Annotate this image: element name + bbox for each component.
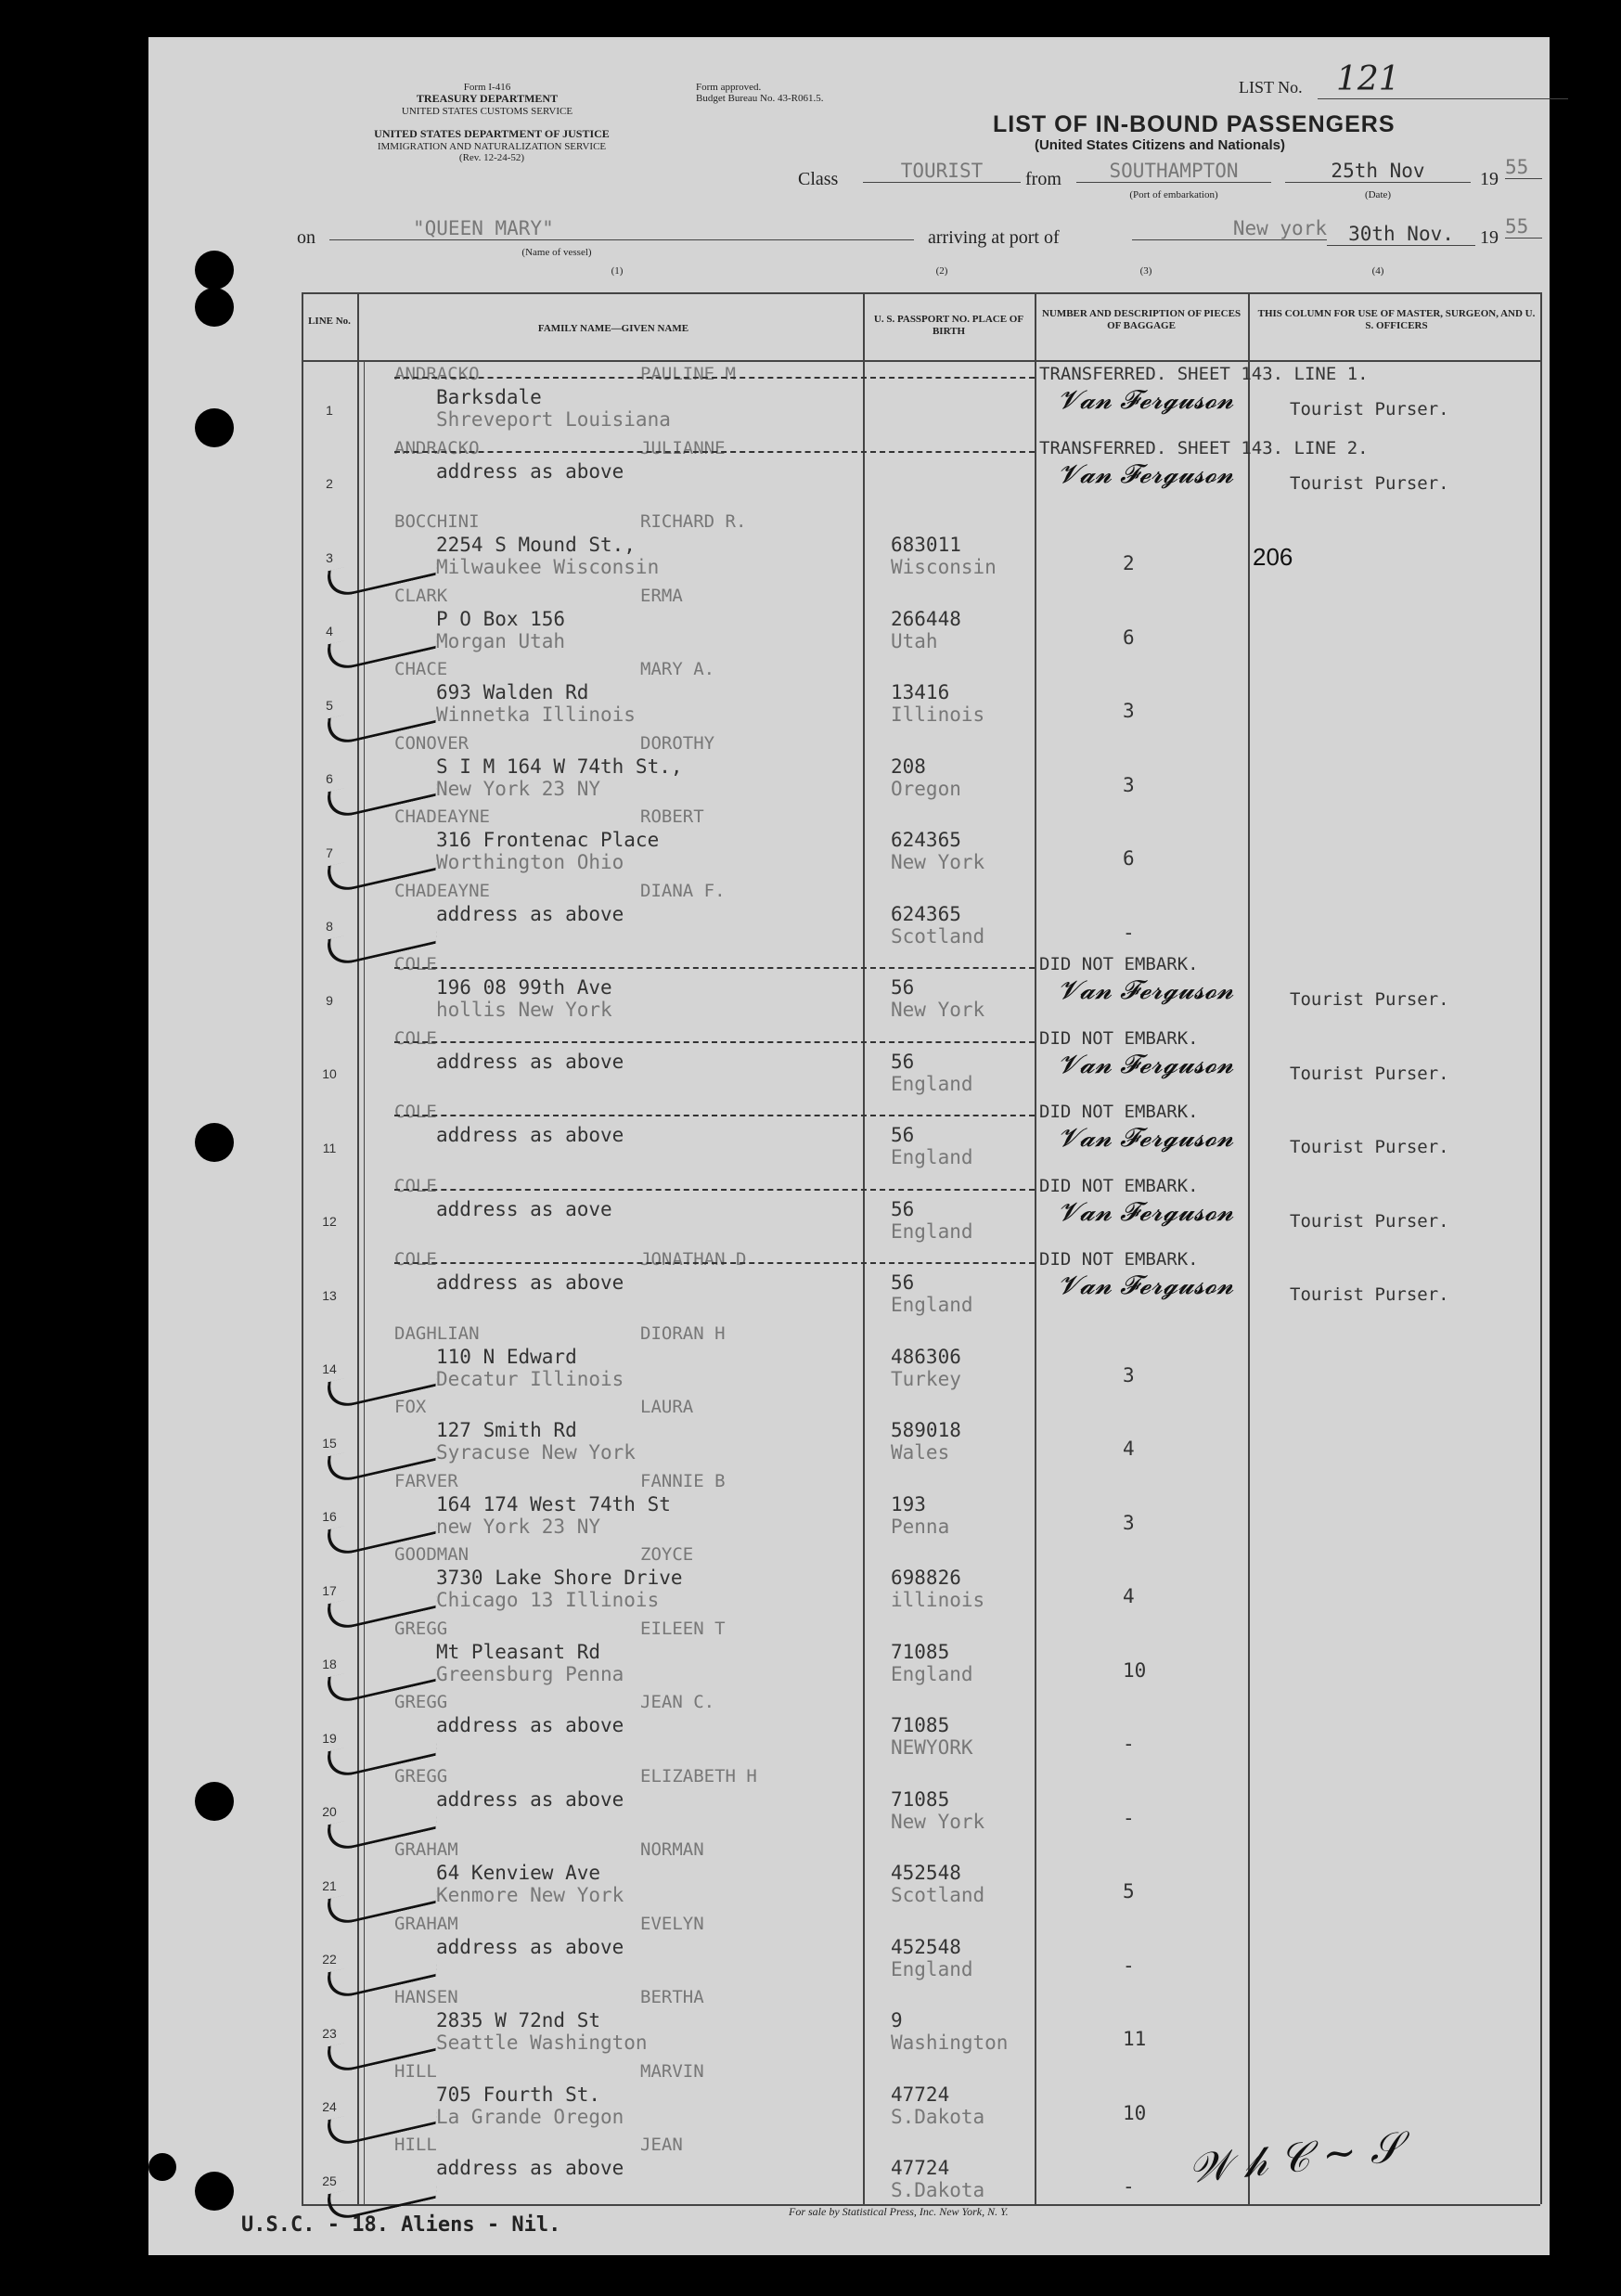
officer-note: TRANSFERRED. SHEET 143. LINE 1. (1039, 364, 1369, 384)
given-name: DIORAN H (640, 1322, 726, 1344)
place-of-birth: illinois (891, 1589, 985, 1611)
passport-number: 452548 (891, 1935, 961, 1958)
given-name: MARVIN (640, 2060, 704, 2082)
line-number: 23 (322, 2025, 337, 2041)
address-line-1: address as above (436, 1124, 624, 1146)
col-num-4: (4) (1371, 265, 1384, 277)
passport-number: 47724 (891, 2157, 950, 2179)
col-num-1: (1) (611, 265, 624, 277)
table-row (148, 1544, 1550, 1619)
table-row (148, 733, 1550, 807)
place-of-birth: New York (891, 851, 985, 873)
place-of-birth: England (891, 1662, 973, 1685)
given-name: ERMA (640, 585, 683, 606)
family-name: ANDRACKO (394, 364, 480, 384)
baggage-count: 3 (1123, 1363, 1135, 1387)
punch-hole (195, 251, 234, 290)
baggage-count: 10 (1123, 1658, 1147, 1682)
family-name: DAGHLIAN (394, 1322, 480, 1344)
year-value: 55 (1505, 156, 1542, 179)
purser-signature: 𝓥𝓪𝓷 𝓕𝓮𝓻𝓰𝓾𝓼𝓸𝓷 (1058, 974, 1234, 1005)
address-line-2: Seattle Washington (436, 2032, 648, 2054)
address-line-1: Barksdale (436, 386, 542, 408)
table-row (148, 1397, 1550, 1471)
baggage-count: 5 (1123, 1880, 1135, 1903)
passport-number: 589018 (891, 1419, 961, 1441)
passport-number: 683011 (891, 534, 961, 556)
place-of-birth: England (891, 1072, 973, 1095)
table-row (148, 954, 1550, 1028)
officer-signature: 𝒲 𝒽 𝒞 ~ 𝒮 (1185, 2123, 1404, 2193)
header-bottom-rule (302, 360, 1540, 362)
line-number: 20 (322, 1804, 337, 1819)
arrival-year-prefix: 19 (1480, 227, 1499, 248)
place-of-birth: Scotland (891, 924, 985, 948)
address-line-2: hollis New York (436, 999, 612, 1021)
address-line-1: address as above (436, 902, 624, 925)
place-of-birth: Illinois (891, 703, 985, 726)
place-of-birth: Wisconsin (891, 556, 997, 578)
family-name: COLE (394, 1175, 437, 1196)
baggage-count: 4 (1123, 1438, 1135, 1460)
place-of-birth: Utah (891, 629, 938, 652)
place-of-birth: Scotland (891, 1884, 985, 1906)
family-name: HILL (394, 2135, 437, 2155)
table-row (148, 438, 1550, 512)
list-no-label: LIST No. (1239, 78, 1303, 97)
budget-label: Budget Bureau No. 43-R061.5. (696, 93, 824, 104)
address-line-1: 196 08 99th Ave (436, 976, 612, 999)
address-line-2: Milwaukee Wisconsin (436, 556, 660, 578)
table-row (148, 1839, 1550, 1914)
approved-label: Form approved. (696, 82, 762, 93)
vessel-name: "QUEEN MARY" (329, 217, 914, 240)
address-line-1: 110 N Edward (436, 1345, 577, 1368)
address-line-1: address as above (436, 1271, 624, 1294)
given-name: MARY A. (640, 659, 715, 679)
table-row (148, 1987, 1550, 2061)
purser-signature: 𝓥𝓪𝓷 𝓕𝓮𝓻𝓰𝓾𝓼𝓸𝓷 (1058, 1195, 1234, 1227)
line-number: 19 (322, 1730, 337, 1746)
family-name: HANSEN (394, 1987, 458, 2007)
table-row (148, 1249, 1550, 1323)
passport-number: 71085 (891, 1640, 950, 1663)
address-line-1: 2835 W 72nd St (436, 2009, 601, 2032)
given-name: JEAN C. (640, 1692, 715, 1712)
passport-number: 56 (891, 1197, 915, 1220)
strike-dash-line (394, 377, 1035, 379)
table-row (148, 1692, 1550, 1766)
given-name: ROBERT (640, 806, 704, 827)
address-line-1: address as above (436, 459, 624, 483)
header-passport: U. S. PASSPORT NO. PLACE OF BIRTH (873, 314, 1024, 337)
from-label: from (1025, 169, 1061, 189)
line-number: 4 (326, 624, 333, 638)
place-of-birth: Wales (891, 1441, 950, 1464)
address-line-2: new York 23 NY (436, 1515, 601, 1538)
form-id: Form I-416 (463, 82, 511, 93)
given-name: PAULINE M (640, 364, 736, 384)
address-line-1: address as above (436, 1935, 624, 1958)
punch-hole (195, 288, 234, 327)
table-row (148, 1176, 1550, 1250)
table-row (148, 659, 1550, 733)
address-line-2: Greensburg Penna (436, 1662, 624, 1685)
class-label: Class (798, 169, 839, 189)
given-name: ELIZABETH H (640, 1765, 757, 1786)
place-of-birth: S.Dakota (891, 2105, 985, 2128)
address-line-1: P O Box 156 (436, 607, 566, 630)
family-name: HILL (394, 2060, 437, 2082)
line-number: 14 (322, 1361, 337, 1376)
place-of-birth: New York (891, 999, 985, 1021)
family-name: GREGG (394, 1765, 448, 1786)
family-name: GRAHAM (394, 1839, 458, 1860)
officer-note: TRANSFERRED. SHEET 143. LINE 2. (1039, 437, 1369, 458)
address-line-1: address as above (436, 2157, 624, 2179)
officer-note-2: Tourist Purser. (1290, 989, 1449, 1010)
col-num-2: (2) (935, 265, 948, 277)
given-name: DOROTHY (640, 732, 715, 754)
place-of-birth: England (891, 1219, 973, 1243)
line-number: 6 (326, 771, 333, 786)
passport-number: 56 (891, 1050, 915, 1073)
from-value: SOUTHAMPTON (1076, 160, 1271, 183)
address-line-1: 2254 S Mound St., (436, 534, 636, 556)
line-number: 18 (322, 1657, 337, 1671)
table-row (148, 511, 1550, 586)
officer-note-2: Tourist Purser. (1290, 1063, 1449, 1084)
baggage-count: - (1123, 921, 1135, 944)
family-name: FOX (394, 1397, 427, 1417)
passport-number: 193 (891, 1492, 926, 1516)
officer-note-2: Tourist Purser. (1290, 399, 1449, 419)
address-line-1: address as above (436, 1787, 624, 1811)
family-name: COLE (394, 1027, 437, 1049)
line-number: 15 (322, 1435, 337, 1451)
line-number: 9 (326, 992, 333, 1008)
line-number: 11 (322, 1140, 337, 1155)
header-line-no: LINE No. (308, 316, 351, 327)
baggage-count: 6 (1123, 847, 1135, 870)
justice-label: UNITED STATES DEPARTMENT OF JUSTICE (374, 127, 610, 140)
passport-number: 47724 (891, 2083, 950, 2106)
address-line-2: Kenmore New York (436, 1884, 624, 1906)
family-name: CHADEAYNE (394, 880, 490, 901)
address-line-2: Shreveport Louisiana (436, 408, 671, 431)
officer-note: DID NOT EMBARK. (1039, 1027, 1199, 1049)
given-name: DIANA F. (640, 880, 726, 901)
address-line-2: Chicago 13 Illinois (436, 1589, 660, 1611)
revision-label: (Rev. 12-24-52) (458, 152, 525, 163)
family-name: COLE (394, 954, 437, 974)
address-line-2: Decatur Illinois (436, 1367, 624, 1390)
baggage-count: - (1123, 2175, 1135, 2198)
passport-number: 624365 (891, 829, 961, 851)
given-name: LAURA (640, 1397, 694, 1417)
port-embark-caption: (Port of embarkation) (1129, 189, 1218, 200)
passport-number: 624365 (891, 902, 961, 925)
line-number: 8 (326, 919, 333, 934)
header-officers: THIS COLUMN FOR USE OF MASTER, SURGEON, AND U. S. OFFICERS (1257, 308, 1536, 331)
page-subtitle: (United States Citizens and Nationals) (1034, 137, 1286, 153)
line-number: 5 (326, 697, 333, 713)
family-name: CLARK (394, 585, 448, 606)
date-caption: (Date) (1364, 189, 1392, 200)
line-number: 3 (326, 549, 333, 565)
address-line-1: 64 Kenview Ave (436, 1862, 601, 1884)
manifest-sheet (148, 37, 1550, 2255)
given-name: BERTHA (640, 1987, 704, 2007)
family-name: ANDRACKO (394, 437, 480, 458)
address-line-2: New York 23 NY (436, 777, 601, 800)
baggage-count: 2 (1123, 552, 1135, 574)
table-row (148, 1914, 1550, 1988)
baggage-count: - (1123, 1954, 1135, 1977)
baggage-count: - (1123, 1806, 1135, 1829)
date-value: 25th Nov (1285, 160, 1471, 183)
family-name: GREGG (394, 1692, 448, 1712)
table-top-rule (302, 292, 1540, 294)
purser-signature: 𝓥𝓪𝓷 𝓕𝓮𝓻𝓰𝓾𝓼𝓸𝓷 (1058, 1048, 1234, 1079)
header-family-name: FAMILY NAME—GIVEN NAME (537, 323, 689, 334)
table-row (148, 881, 1550, 955)
passport-number: 13416 (891, 681, 950, 703)
on-label: on (297, 227, 315, 248)
address-line-1: Mt Pleasant Rd (436, 1640, 601, 1663)
address-line-1: address as aove (436, 1197, 612, 1220)
address-line-1: 705 Fourth St. (436, 2083, 601, 2106)
baggage-count: 3 (1123, 773, 1135, 796)
baggage-count: 3 (1123, 700, 1135, 722)
given-name: JEAN (640, 2135, 683, 2155)
passport-number: 9 (891, 2009, 903, 2032)
family-name: CHACE (394, 659, 448, 679)
given-name: ZOYCE (640, 1544, 694, 1565)
given-name: EVELYN (640, 1913, 704, 1934)
table-row (148, 1471, 1550, 1545)
place-of-birth: Turkey (891, 1367, 961, 1390)
strike-dash-line (394, 1262, 1035, 1264)
footer-printer: For sale by Statistical Press, Inc. New York, N. Y. (789, 2205, 1009, 2218)
table-row (148, 1619, 1550, 1693)
place-of-birth: Oregon (891, 777, 961, 800)
arrival-port: New york (1132, 217, 1327, 240)
officer-note-2: Tourist Purser. (1290, 1284, 1449, 1305)
strike-dash-line (394, 967, 1035, 969)
line-number: 16 (322, 1509, 337, 1524)
purser-signature: 𝓥𝓪𝓷 𝓕𝓮𝓻𝓰𝓾𝓼𝓸𝓷 (1058, 384, 1234, 415)
strike-dash-line (394, 1041, 1035, 1043)
strike-dash-line (394, 1189, 1035, 1191)
address-line-1: 316 Frontenac Place (436, 829, 660, 851)
baggage-count: 11 (1123, 2028, 1147, 2050)
family-name: GRAHAM (394, 1913, 458, 1934)
address-line-2: Winnetka Illinois (436, 703, 636, 726)
place-of-birth: England (891, 1146, 973, 1168)
passport-number: 71085 (891, 1787, 950, 1811)
address-line-1: S I M 164 W 74th St., (436, 755, 683, 778)
place-of-birth: England (891, 1294, 973, 1316)
given-name: NORMAN (640, 1839, 704, 1860)
address-line-1: 127 Smith Rd (436, 1419, 577, 1441)
list-number: 121 (1318, 65, 1568, 99)
passport-number: 56 (891, 976, 915, 999)
passport-number: 698826 (891, 1567, 961, 1589)
address-line-2: Worthington Ohio (436, 851, 624, 873)
annotation-206: 206 (1253, 543, 1293, 571)
given-name: JULIANNE (640, 437, 726, 458)
passport-number: 486306 (891, 1345, 961, 1368)
table-row (148, 1766, 1550, 1840)
line-number: 22 (322, 1952, 337, 1967)
line-number: 21 (322, 1877, 337, 1893)
address-line-1: 164 174 West 74th St (436, 1492, 671, 1516)
line-number: 17 (322, 1582, 337, 1598)
ins-label: IMMIGRATION AND NATURALIZATION SERVICE (377, 141, 607, 152)
baggage-count: 10 (1123, 2101, 1147, 2124)
family-name: COLE (394, 1249, 437, 1270)
purser-signature: 𝓥𝓪𝓷 𝓕𝓮𝓻𝓰𝓾𝓼𝓸𝓷 (1058, 1270, 1234, 1300)
passport-number: 56 (891, 1124, 915, 1146)
place-of-birth: Penna (891, 1515, 950, 1538)
table-row (148, 586, 1550, 660)
passport-number: 56 (891, 1271, 915, 1294)
baggage-count: 3 (1123, 1511, 1135, 1534)
arriving-label: arriving at port of (928, 227, 1060, 248)
baggage-count: 6 (1123, 626, 1135, 649)
page-title: LIST OF IN-BOUND PASSENGERS (993, 111, 1396, 137)
footer-aliens: U.S.C. - 18. Aliens - Nil. (241, 2213, 561, 2237)
given-name: FANNIE B (640, 1470, 726, 1491)
address-line-1: 693 Walden Rd (436, 681, 589, 703)
arrival-date: 30th Nov. (1327, 223, 1475, 246)
vessel-caption: (Name of vessel) (521, 247, 592, 258)
year-prefix: 19 (1480, 169, 1499, 189)
family-name: FARVER (394, 1470, 458, 1491)
officer-note-2: Tourist Purser. (1290, 1210, 1449, 1232)
passport-number: 71085 (891, 1714, 950, 1736)
place-of-birth: New York (891, 1810, 985, 1833)
family-name: CONOVER (394, 732, 470, 754)
family-name: BOCCHINI (394, 511, 480, 532)
line-number: 12 (322, 1214, 337, 1229)
place-of-birth: S.Dakota (891, 2179, 985, 2201)
header-baggage: NUMBER AND DESCRIPTION OF PIECES OF BAGGAGE (1041, 308, 1241, 331)
col-num-3: (3) (1139, 265, 1152, 277)
place-of-birth: Washington (891, 2032, 1009, 2054)
line-number: 1 (326, 402, 333, 418)
customs-label: UNITED STATES CUSTOMS SERVICE (401, 106, 573, 117)
officer-note-2: Tourist Purser. (1290, 1137, 1449, 1157)
strike-dash-line (394, 451, 1035, 453)
family-name: COLE (394, 1102, 437, 1122)
officer-note: DID NOT EMBARK. (1039, 1102, 1199, 1122)
given-name: JONATHAN D (640, 1249, 747, 1270)
address-line-2: La Grande Oregon (436, 2105, 624, 2128)
table-row (148, 806, 1550, 881)
address-line-2: Syracuse New York (436, 1441, 636, 1464)
table-row (148, 364, 1550, 438)
line-number: 7 (326, 845, 333, 860)
baggage-count: 4 (1123, 1585, 1135, 1607)
table-row (148, 1028, 1550, 1103)
officer-note: DID NOT EMBARK. (1039, 954, 1199, 974)
strike-dash-line (394, 1115, 1035, 1116)
passport-number: 452548 (891, 1862, 961, 1884)
line-number: 25 (322, 2173, 337, 2188)
family-name: CHADEAYNE (394, 806, 490, 827)
family-name: GREGG (394, 1618, 448, 1639)
purser-signature: 𝓥𝓪𝓷 𝓕𝓮𝓻𝓰𝓾𝓼𝓸𝓷 (1058, 1122, 1234, 1153)
given-name: EILEEN T (640, 1618, 726, 1639)
line-number: 10 (322, 1066, 337, 1081)
place-of-birth: England (891, 1957, 973, 1980)
table-row (148, 1323, 1550, 1398)
treasury-label: TREASURY DEPARTMENT (416, 92, 559, 105)
baggage-count: - (1123, 1733, 1135, 1755)
table-row (148, 1102, 1550, 1176)
line-number: 13 (322, 1287, 337, 1303)
place-of-birth: NEWYORK (891, 1736, 973, 1759)
line-number: 2 (326, 476, 333, 491)
officer-note-2: Tourist Purser. (1290, 472, 1449, 494)
class-value: TOURIST (863, 160, 1021, 183)
line-number: 24 (322, 2099, 337, 2114)
address-line-1: address as above (436, 1714, 624, 1736)
purser-signature: 𝓥𝓪𝓷 𝓕𝓮𝓻𝓰𝓾𝓼𝓸𝓷 (1058, 458, 1234, 489)
family-name: GOODMAN (394, 1544, 470, 1565)
given-name: RICHARD R. (640, 511, 747, 532)
passport-number: 266448 (891, 607, 961, 630)
address-line-1: 3730 Lake Shore Drive (436, 1567, 683, 1589)
passport-number: 208 (891, 755, 926, 778)
arrival-year: 55 (1505, 215, 1542, 239)
officer-note: DID NOT EMBARK. (1039, 1175, 1199, 1196)
address-line-1: address as above (436, 1050, 624, 1073)
address-line-2: Morgan Utah (436, 629, 566, 652)
table-row (148, 2061, 1550, 2135)
officer-note: DID NOT EMBARK. (1039, 1249, 1199, 1270)
